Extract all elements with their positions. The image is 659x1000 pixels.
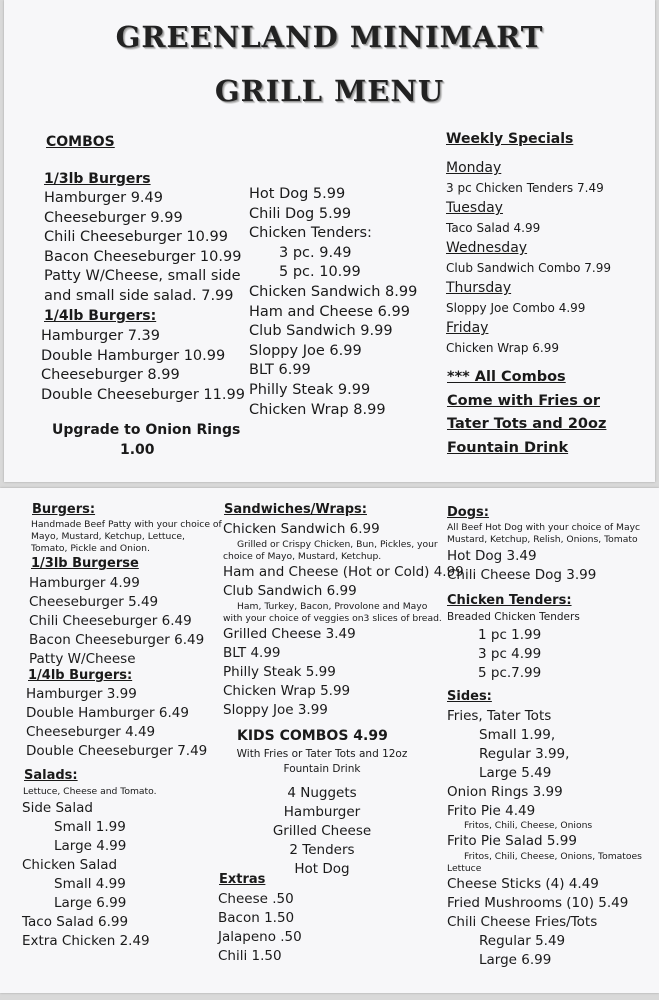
- weekly-specials-list: [446, 158, 611, 358]
- side-description: Lettuce: [447, 863, 482, 875]
- combo-note-line: Tater Tots and 20oz: [447, 416, 607, 432]
- sandwich-description: choice of Mayo, Mustard, Ketchup.: [223, 551, 382, 562]
- combo-note-line: Come with Fries or: [447, 392, 600, 409]
- tenders-list: [478, 626, 541, 683]
- tenders-description: Breaded Chicken Tenders: [447, 611, 580, 623]
- quarter-lb-list: [41, 327, 245, 405]
- sandwich-item: BLT 4.99: [223, 645, 281, 661]
- weekday-special: Sloppy Joe Combo 4.99: [446, 301, 586, 315]
- salads-list: [22, 799, 150, 951]
- extra-item: Chili 1.50: [218, 948, 282, 964]
- quarter-lb-heading: 1/4lb Burgers:: [44, 308, 157, 324]
- combo-note: [447, 366, 606, 460]
- description-line: All Beef Hot Dog with your choice of Mayc: [447, 522, 641, 533]
- salad-item: Side Salad: [22, 800, 93, 816]
- salad-item: Large 6.99: [54, 895, 127, 911]
- combos-heading: COMBOS: [46, 134, 115, 150]
- extras-heading: Extras: [219, 872, 266, 887]
- side-item: Frito Pie 4.49: [447, 802, 536, 819]
- weekday-label: Monday: [446, 160, 502, 176]
- menu-item: Hamburger 9.49: [44, 190, 163, 206]
- kids-item: 2 Tenders: [289, 842, 355, 858]
- dogs-heading: Dogs:: [447, 505, 489, 520]
- menu-item: Double Hamburger 6.49: [26, 705, 189, 721]
- combo-note-line: *** All Combos: [447, 369, 566, 385]
- menu-item: 5 pc. 10.99: [279, 264, 361, 281]
- sandwich-item: Philly Steak 5.99: [223, 664, 336, 680]
- description-line: Mayo, Mustard, Ketchup, Lettuce,: [31, 531, 185, 542]
- bottom-third-lb-heading: 1/3lb Burgerse: [31, 556, 139, 571]
- menu-item: Chicken Tenders:: [249, 225, 372, 242]
- menu-item: Philly Steak 9.99: [249, 381, 371, 398]
- menu-item: Sloppy Joe 6.99: [249, 342, 362, 359]
- menu-item: 5 pc.7.99: [478, 665, 542, 681]
- salad-item: Small 4.99: [54, 876, 126, 892]
- side-item: Fries, Tater Tots: [447, 708, 552, 724]
- dogs-description: [447, 522, 640, 546]
- menu-item: 3 pc 4.99: [478, 646, 542, 662]
- menu-item: Cheeseburger 8.99: [41, 367, 180, 384]
- menu-item: Chicken Sandwich 8.99: [249, 283, 418, 300]
- kids-item: Grilled Cheese: [272, 823, 372, 839]
- sandwich-item: Chicken Sandwich 6.99: [223, 521, 380, 537]
- menu-item: Hamburger 4.99: [29, 575, 140, 591]
- menu-item: Patty W/Cheese: [29, 651, 136, 667]
- weekday-label: Friday: [446, 320, 489, 336]
- menu-title: GREENLAND MINIMART: [115, 20, 544, 54]
- top-menu-sheet: [4, 0, 655, 482]
- kids-item: Hamburger: [283, 804, 361, 820]
- salads-heading: Salads:: [24, 768, 78, 783]
- upgrade-label: Upgrade to Onion Rings: [52, 422, 241, 438]
- upgrade-price: 1.00: [120, 442, 155, 458]
- weekday-special: 3 pc Chicken Tenders 7.49: [446, 181, 604, 195]
- salad-item: Large 4.99: [54, 838, 127, 854]
- menu-item: BLT 6.99: [249, 362, 311, 379]
- weekday-special: Chicken Wrap 6.99: [446, 341, 560, 355]
- third-lb-list: [44, 189, 241, 307]
- side-item: Fried Mushrooms (10) 5.49: [447, 895, 629, 912]
- kids-combos-description: [222, 747, 422, 776]
- combo-note-line: Fountain Drink: [447, 439, 569, 456]
- description-line: Fountain Drink: [283, 762, 361, 775]
- menu-item: Chili Cheese Dog 3.99: [447, 567, 597, 583]
- bottom-menu-sheet: [0, 488, 659, 993]
- sandwich-item: Grilled Cheese 3.49: [223, 626, 356, 642]
- sandwich-description: Grilled or Crispy Chicken, Bun, Pickles, your: [237, 539, 438, 550]
- salad-item: Small 1.99: [54, 819, 126, 835]
- side-description: Fritos, Chili, Cheese, Onions: [464, 820, 593, 832]
- menu-item: 1 pc 1.99: [478, 627, 542, 643]
- menu-item: Chili Cheeseburger 10.99: [44, 229, 228, 246]
- side-item: Cheese Sticks (4) 4.49: [447, 876, 599, 893]
- description-line: With Fries or Tater Tots and 12oz: [236, 748, 408, 760]
- sides-heading: Sides:: [447, 689, 492, 704]
- side-item: Regular 5.49: [479, 933, 566, 950]
- side-item: Chili Cheese Fries/Tots: [447, 914, 598, 931]
- menu-item: Hot Dog 3.49: [447, 548, 537, 564]
- description-line: Tomato, Pickle and Onion.: [31, 543, 150, 554]
- menu-item: Cheeseburger 9.99: [44, 209, 183, 226]
- sandwich-item: Chicken Wrap 5.99: [223, 683, 351, 699]
- tenders-heading: Chicken Tenders:: [447, 593, 572, 608]
- description-line: Handmade Beef Patty with your choice of: [31, 519, 222, 530]
- dogs-list: [447, 547, 596, 585]
- menu-item: 3 pc. 9.49: [279, 244, 352, 261]
- salad-item: Extra Chicken 2.49: [22, 933, 150, 949]
- side-item: Frito Pie Salad 5.99: [447, 833, 577, 850]
- third-lb-heading: 1/3lb Burgers: [44, 171, 151, 187]
- side-item: Onion Rings 3.99: [447, 783, 563, 800]
- menu-item: Chili Dog 5.99: [249, 205, 352, 222]
- weekday-label: Thursday: [446, 280, 512, 296]
- sandwich-description: with your choice of veggies on3 slices of bread.: [223, 613, 442, 624]
- menu-item: Chili Cheeseburger 6.49: [29, 613, 192, 629]
- menu-item: and small side salad. 7.99: [44, 287, 234, 304]
- burgers-description: [31, 519, 222, 555]
- kids-combos-heading: KIDS COMBOS 4.99: [237, 728, 388, 744]
- kids-item: Hot Dog: [294, 861, 350, 877]
- menu-item: Double Hamburger 10.99: [41, 347, 226, 364]
- extra-item: Bacon 1.50: [218, 910, 295, 926]
- menu-item: Hot Dog 5.99: [249, 186, 346, 202]
- side-item: Small 1.99,: [479, 726, 556, 743]
- menu-item: Club Sandwich 9.99: [249, 323, 393, 340]
- menu-item: Double Cheeseburger 7.49: [26, 743, 208, 759]
- burgers-heading: Burgers:: [32, 502, 96, 517]
- menu-item: Ham and Cheese 6.99: [249, 303, 410, 320]
- bottom-quarter-lb-list: [26, 685, 207, 761]
- weekday-label: Tuesday: [446, 200, 503, 216]
- menu-item: Bacon Cheeseburger 6.49: [29, 632, 205, 648]
- menu-item: Cheeseburger 4.49: [26, 724, 156, 740]
- sandwich-item: Sloppy Joe 3.99: [223, 702, 328, 718]
- salad-item: Chicken Salad: [22, 857, 118, 873]
- weekday-label: Wednesday: [446, 240, 528, 256]
- menu-item: Double Cheeseburger 11.99: [41, 386, 245, 403]
- weekly-specials-heading: Weekly Specials: [446, 131, 574, 147]
- bottom-third-lb-list: [29, 574, 204, 669]
- menu-item: Hamburger 3.99: [26, 686, 137, 702]
- kids-item: 4 Nuggets: [287, 785, 357, 801]
- sandwich-description: Ham, Turkey, Bacon, Provolone and Mayo: [237, 601, 428, 612]
- sandwiches-list: [223, 520, 464, 720]
- side-item: Large 6.99: [479, 951, 552, 968]
- description-line: Mustard, Ketchup, Relish, Onions, Tomato: [447, 534, 638, 545]
- weekday-special: Club Sandwich Combo 7.99: [446, 261, 612, 275]
- side-item: Large 5.49: [479, 764, 552, 781]
- extra-item: Jalapeno .50: [218, 929, 302, 945]
- menu-item: Bacon Cheeseburger 10.99: [44, 248, 242, 265]
- sandwich-item: Ham and Cheese (Hot or Cold) 4.99: [223, 564, 464, 580]
- salad-item: Taco Salad 6.99: [22, 914, 129, 930]
- menu-item: Cheeseburger 5.49: [29, 594, 159, 610]
- sides-list: [447, 707, 642, 970]
- extras-list: [218, 890, 302, 966]
- middle-items-list: [249, 185, 417, 420]
- kids-combos-list: [222, 784, 422, 879]
- sandwich-item: Club Sandwich 6.99: [223, 583, 357, 599]
- sandwiches-heading: Sandwiches/Wraps:: [224, 502, 367, 517]
- menu-item: Patty W/Cheese, small side: [44, 268, 241, 285]
- menu-item: Hamburger 7.39: [41, 328, 160, 344]
- side-item: Regular 3.99,: [479, 745, 570, 762]
- menu-item: Chicken Wrap 8.99: [249, 401, 386, 418]
- menu-subtitle: GRILL MENU: [214, 74, 445, 108]
- salads-description: Lettuce, Cheese and Tomato.: [23, 786, 157, 797]
- bottom-quarter-lb-heading: 1/4lb Burgers:: [28, 668, 133, 683]
- weekday-special: Taco Salad 4.99: [446, 221, 541, 235]
- side-description: Fritos, Chili, Cheese, Onions, Tomatoes: [464, 851, 642, 863]
- extra-item: Cheese .50: [218, 891, 294, 907]
